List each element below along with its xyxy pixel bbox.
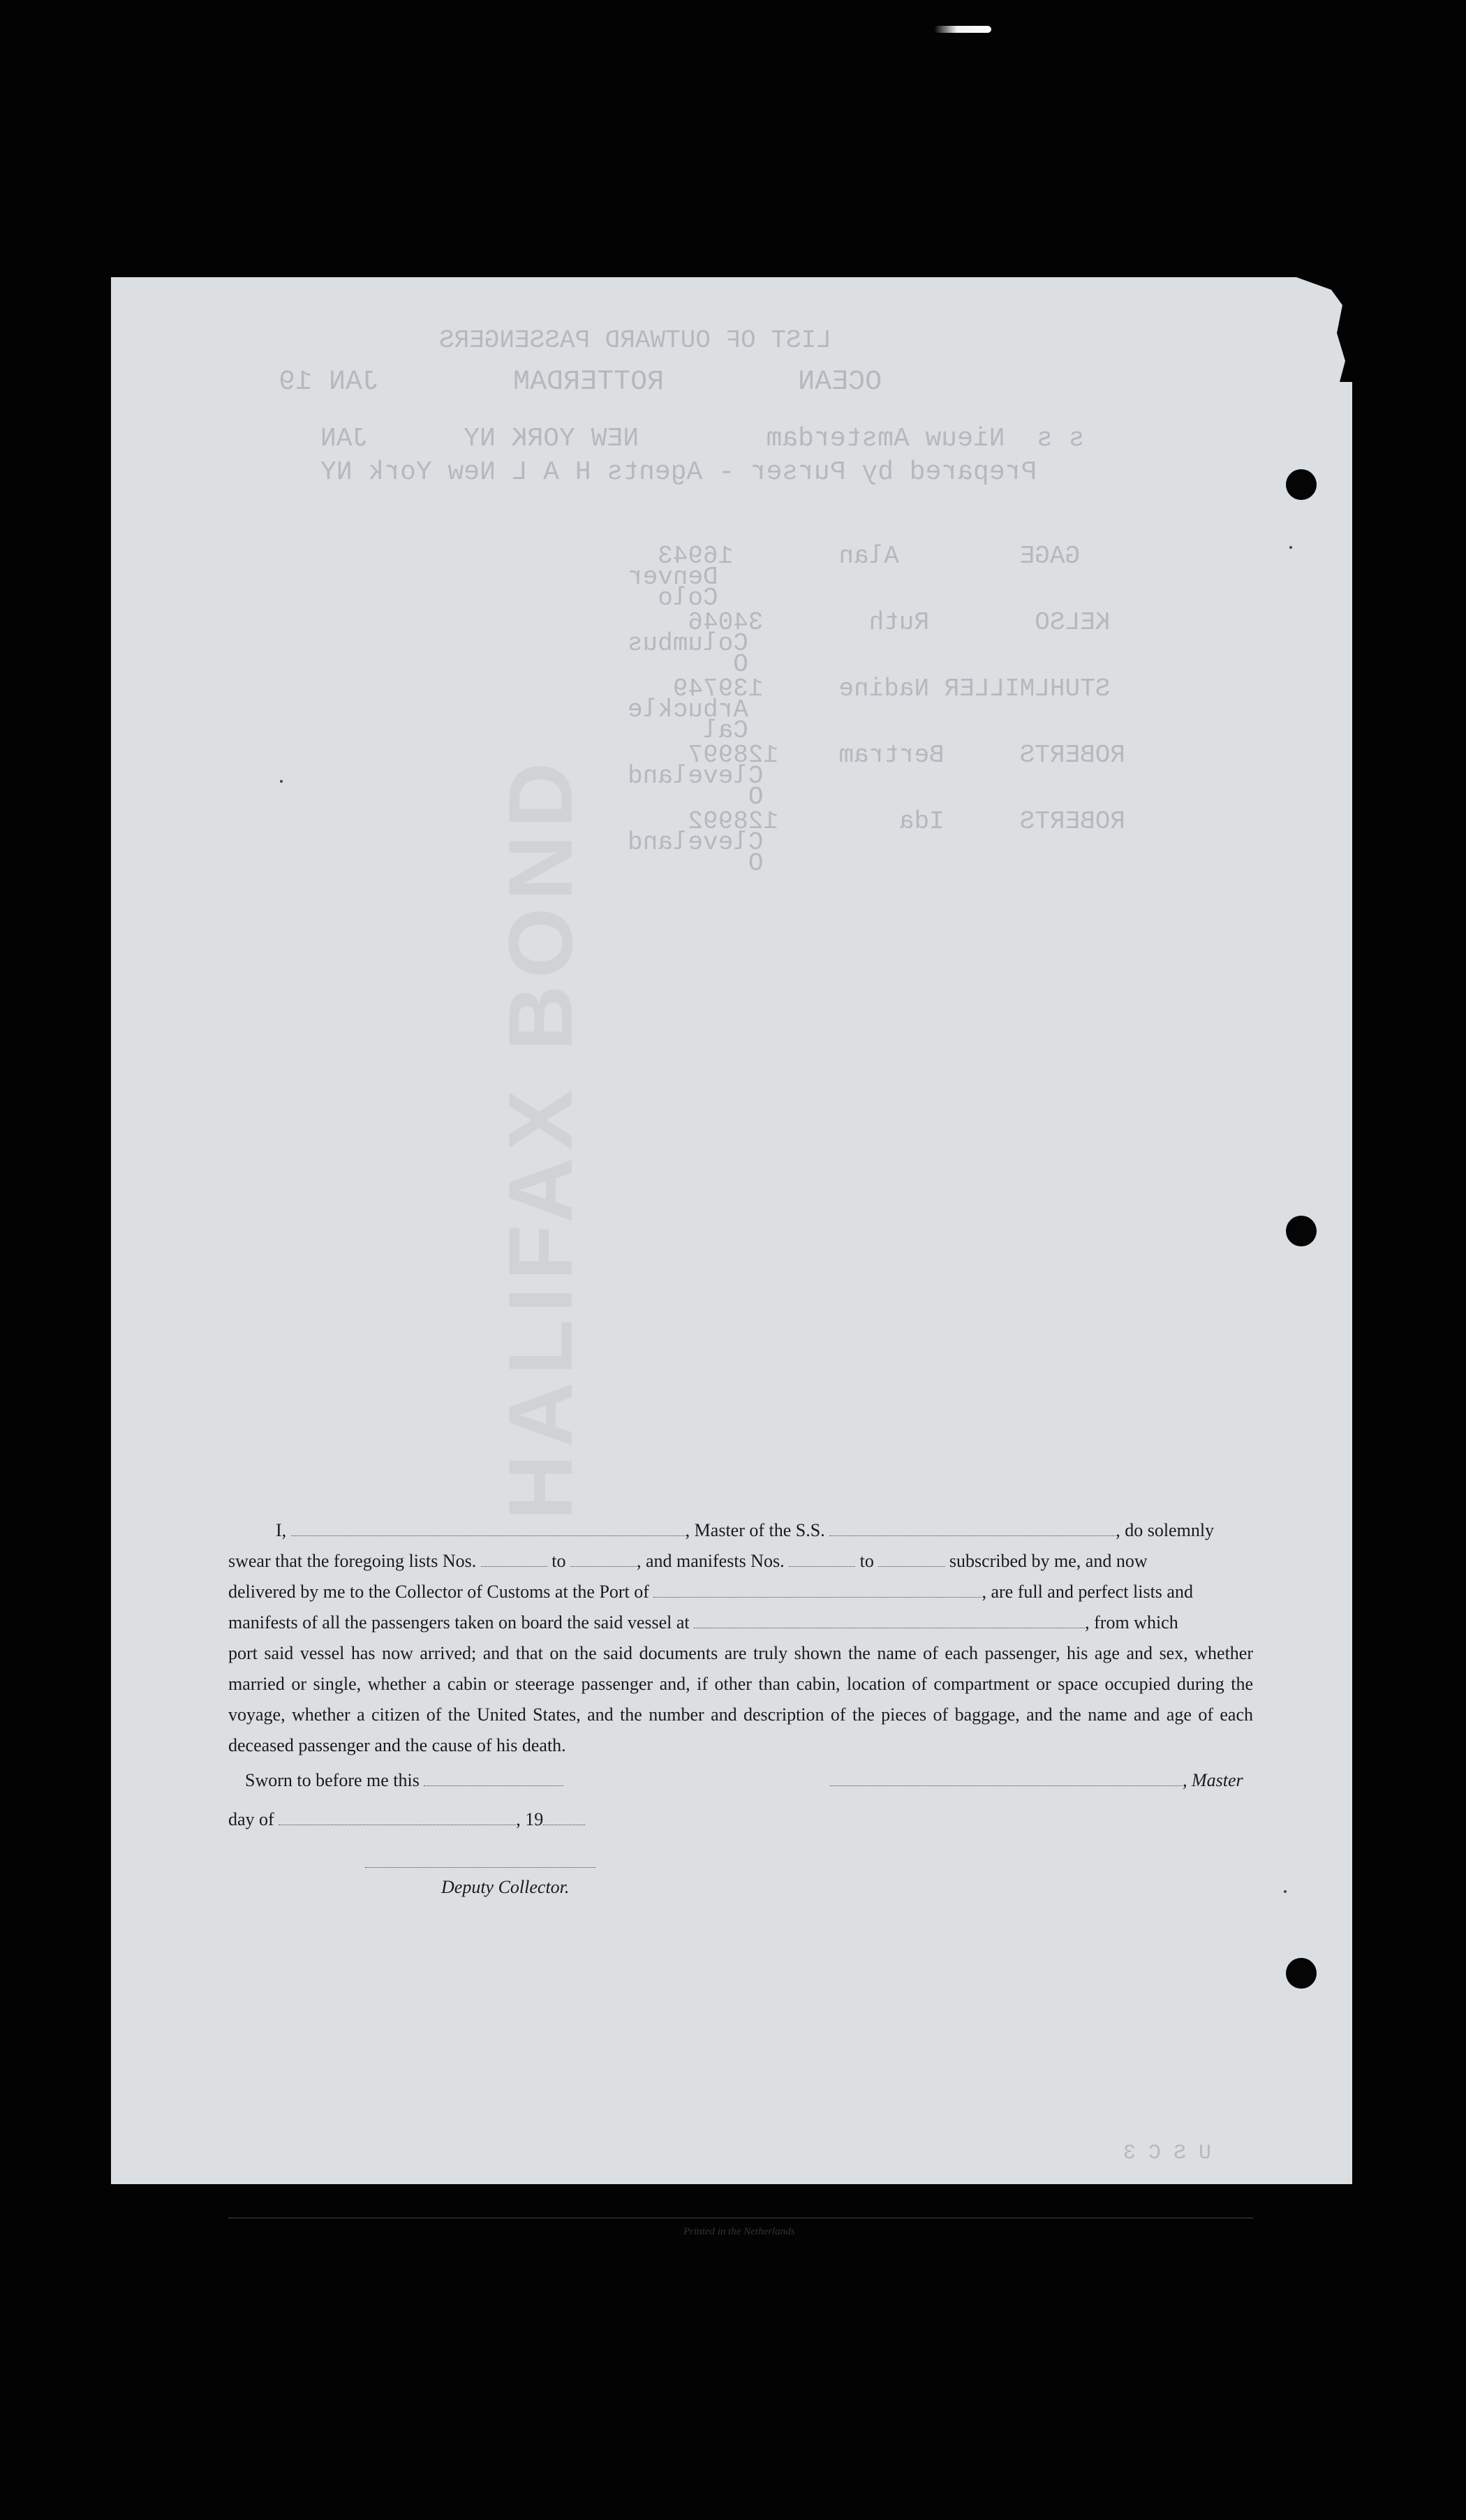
bleed-through-footer-code: U S C 3 (1123, 2142, 1212, 2165)
bleed-through-passenger-row: ROBERTS Bertram 128997 Cleveland O (628, 741, 1125, 811)
day-blank (279, 1811, 516, 1825)
sworn-label: Sworn to before me this (245, 1770, 420, 1790)
port-blank (653, 1583, 982, 1598)
bleed-through-port-line: s s Nieuw Amsterdam NEW YORK NY JAN (320, 424, 1085, 454)
from-which-label: , from which (1085, 1612, 1178, 1633)
oath-body: port said vessel has now arrived; and that on the said documents are truly shown the name of each passenger, his age and sex, whether married or single, whether a cabin or steerage passenger and, if other than cabin, location of compartment or space occupied during the voyage, whether a citizen of the United States, and the number and description of the pieces of baggage, and the name and age of each deceased passenger and the cause of his death. (228, 1643, 1253, 1755)
oath-form (228, 1515, 1253, 1903)
punch-hole-bottom (1286, 1958, 1317, 1989)
are-full-label: , are full and perfect lists and (982, 1582, 1193, 1602)
do-solemnly-label: , do solemnly (1116, 1520, 1215, 1540)
delivered-label: delivered by me to the Collector of Customs at the Port of (228, 1582, 649, 1602)
bleed-through-passenger-row: KELSO Ruth 34046 Columbus O (628, 608, 1111, 679)
day-row (228, 1804, 1253, 1848)
oath-paragraph (228, 1515, 1253, 1761)
bleed-through-passenger-row: GAGE Alan 16943 Denver Colo (628, 542, 1081, 612)
bleed-through-agent-line: Prepared by Purser - Agents H A L New York NY (320, 457, 1037, 487)
printed-in-label: Printed in the Netherlands (683, 2226, 795, 2237)
day-of-label: day of (228, 1809, 274, 1829)
sworn-row (228, 1765, 1253, 1808)
to-label: to (551, 1551, 566, 1571)
manifest-from-blank (789, 1552, 855, 1567)
film-glint (934, 26, 991, 33)
master-signature-blank (830, 1771, 1183, 1786)
punch-hole-top (1286, 469, 1317, 500)
bleed-through-passenger-row: ROBERTS Ida 128992 Cleveland O (628, 807, 1125, 878)
list-to-blank (570, 1552, 637, 1567)
document-page (111, 277, 1352, 2237)
master-name-blank (291, 1521, 686, 1536)
list-from-blank (481, 1552, 547, 1567)
punch-hole-middle (1286, 1216, 1317, 1246)
oath-i: I, (276, 1520, 287, 1540)
torn-corner (1296, 277, 1352, 382)
manifests-of-label: manifests of all the passengers taken on board the said vessel at (228, 1612, 690, 1633)
bleed-through-heading: LIST OF OUTWARD PASSENGERS (439, 326, 831, 355)
speck (280, 780, 283, 783)
deputy-signature-line (365, 1856, 595, 1868)
bleed-through-vessel-line: OCEAN ROTTERDAM JAN 19 (279, 367, 882, 398)
vessel-name-blank (829, 1521, 1116, 1536)
watermark-text: HALIFAX BOND (489, 756, 591, 1520)
speck (1289, 546, 1292, 549)
embark-port-blank (694, 1614, 1085, 1628)
sworn-date-blank (424, 1771, 563, 1786)
swear-label: swear that the foregoing lists Nos. (228, 1551, 477, 1571)
bleed-through-passenger-row: STUHLMILLER Nadine 139749 Arbuckle Cal (628, 675, 1111, 745)
manifest-to-blank (878, 1552, 945, 1567)
subscribed-label: subscribed by me, and now (949, 1551, 1148, 1571)
and-manifests-label: , and manifests Nos. (637, 1551, 785, 1571)
year-blank (543, 1811, 585, 1825)
master-label: , Master (1183, 1770, 1243, 1790)
to-label-2: to (859, 1551, 874, 1571)
year-label: , 19 (516, 1809, 544, 1829)
deputy-collector-label: Deputy Collector. (441, 1877, 570, 1897)
master-of-label: , Master of the S.S. (685, 1520, 825, 1540)
